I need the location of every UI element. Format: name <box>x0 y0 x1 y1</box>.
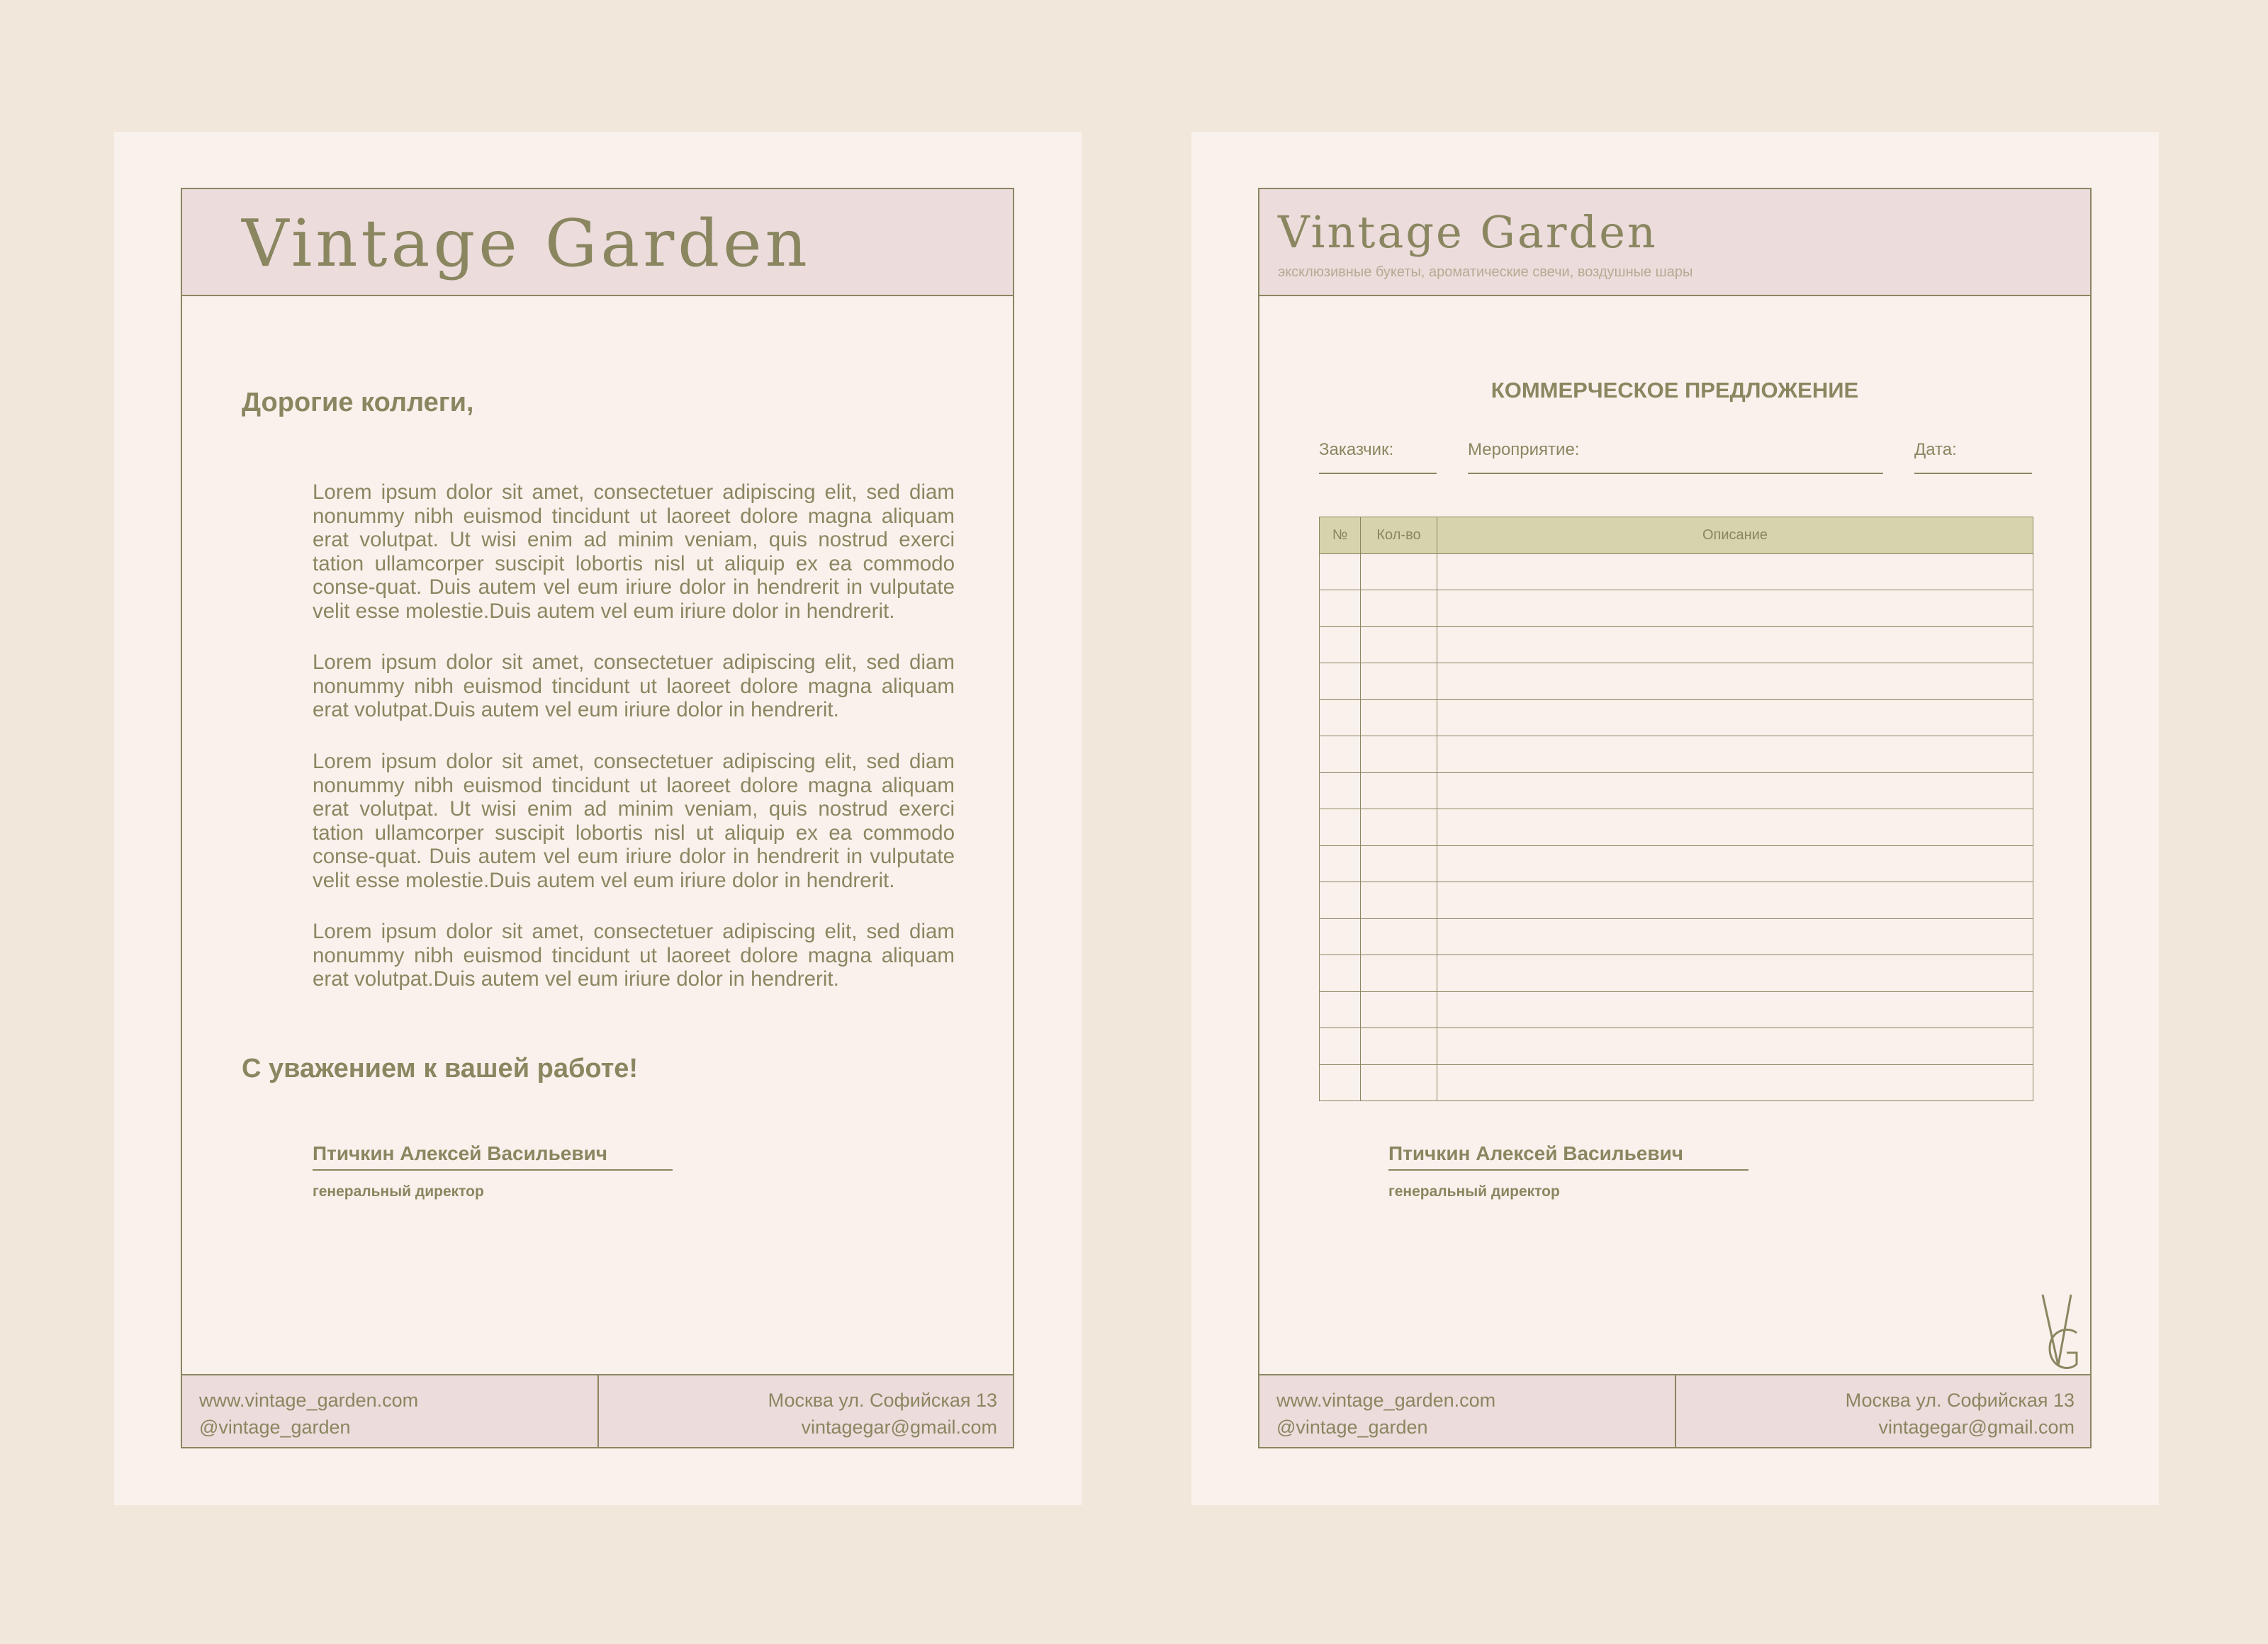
signer-name: Птичкин Алексей Васильевич <box>313 1142 673 1171</box>
letter-paragraph: Lorem ipsum dolor sit amet, consectetuer adipiscing elit, sed diam nonummy nibh euismod tincidunt ut laoreet dolore magna aliquam erat volutpat.Duis autem vel eum iriure dolor in hendrerit. <box>313 920 955 991</box>
table-row <box>1320 772 2033 809</box>
footer-divider <box>1675 1375 1676 1447</box>
cell-description <box>1437 736 2033 773</box>
column-header-number: № <box>1320 517 1361 554</box>
offer-footer <box>1259 1374 2090 1447</box>
table-row <box>1320 882 2033 919</box>
vg-monogram-logo <box>2040 1292 2082 1374</box>
cell-number <box>1320 991 1361 1028</box>
offer-table-body <box>1320 553 2033 1101</box>
offer-table <box>1319 517 2033 1101</box>
cell-quantity <box>1361 955 1437 992</box>
table-row <box>1320 736 2033 773</box>
footer-handle: @vintage_garden <box>1276 1417 1428 1438</box>
cell-number <box>1320 736 1361 773</box>
cell-quantity <box>1361 991 1437 1028</box>
cell-number <box>1320 809 1361 846</box>
letterhead-header <box>182 189 1013 296</box>
event-field: Мероприятие: <box>1468 440 1883 474</box>
brand-logo-text: Vintage Garden <box>242 206 811 281</box>
cell-quantity <box>1361 626 1437 663</box>
cell-description <box>1437 955 2033 992</box>
cell-quantity <box>1361 590 1437 627</box>
letter-paragraph: Lorem ipsum dolor sit amet, consectetuer adipiscing elit, sed diam nonummy nibh euismod tincidunt ut laoreet dolore magna aliquam erat volutpat.Duis autem vel eum iriure dolor in hendrerit. <box>313 651 955 721</box>
cell-quantity <box>1361 882 1437 919</box>
table-row <box>1320 845 2033 882</box>
cell-number <box>1320 845 1361 882</box>
brand-logo-text: Vintage Garden <box>1278 206 1658 258</box>
table-row <box>1320 991 2033 1028</box>
cell-description <box>1437 1028 2033 1065</box>
footer-handle: @vintage_garden <box>199 1417 351 1438</box>
cell-number <box>1320 626 1361 663</box>
letterhead-footer <box>182 1374 1013 1447</box>
letter-paragraph: Lorem ipsum dolor sit amet, consectetuer adipiscing elit, sed diam nonummy nibh euismod tincidunt ut laoreet dolore magna aliquam erat volutpat. Ut wisi enim ad minim veniam, quis nostrud exerci tation ullamcorper suscipit lobortis nisl ut aliquip ex ea commodo conse-quat. Duis autem vel eum iriure dolor in hendrerit in vulputate velit esse molestie.Duis autem vel eum iriure dolor in hendrerit. <box>313 750 955 892</box>
signer-role: генеральный директор <box>313 1183 484 1200</box>
column-header-quantity: Кол-во <box>1361 517 1437 554</box>
table-row <box>1320 955 2033 992</box>
cell-description <box>1437 991 2033 1028</box>
footer-email: vintagegar@gmail.com <box>801 1417 997 1438</box>
footer-right <box>768 1387 997 1441</box>
date-field: Дата: <box>1914 440 2032 474</box>
table-row <box>1320 553 2033 590</box>
cell-description <box>1437 663 2033 700</box>
footer-right <box>1846 1387 2075 1441</box>
letterhead-sheet <box>114 132 1082 1505</box>
cell-number <box>1320 1064 1361 1101</box>
table-header-row <box>1320 517 2033 554</box>
offer-sheet <box>1191 132 2159 1505</box>
cell-description <box>1437 699 2033 736</box>
cell-number <box>1320 699 1361 736</box>
cell-number <box>1320 663 1361 700</box>
cell-description <box>1437 772 2033 809</box>
cell-number <box>1320 882 1361 919</box>
table-row <box>1320 1064 2033 1101</box>
cell-number <box>1320 772 1361 809</box>
cell-quantity <box>1361 1028 1437 1065</box>
footer-divider <box>597 1375 599 1447</box>
cell-number <box>1320 918 1361 955</box>
cell-number <box>1320 553 1361 590</box>
footer-website: www.vintage_garden.com <box>1276 1390 1496 1411</box>
footer-website: www.vintage_garden.com <box>199 1390 419 1411</box>
table-row <box>1320 663 2033 700</box>
cell-quantity <box>1361 845 1437 882</box>
table-row <box>1320 1028 2033 1065</box>
cell-description <box>1437 809 2033 846</box>
signer-name: Птичкин Алексей Васильевич <box>1388 1142 1748 1171</box>
table-row <box>1320 809 2033 846</box>
cell-quantity <box>1361 663 1437 700</box>
footer-address: Москва ул. Софийская 13 <box>768 1390 997 1411</box>
letter-paragraph: Lorem ipsum dolor sit amet, consectetuer adipiscing elit, sed diam nonummy nibh euismod tincidunt ut laoreet dolore magna aliquam erat volutpat. Ut wisi enim ad minim veniam, quis nostrud exerci tation ullamcorper suscipit lobortis nisl ut aliquip ex ea commodo conse-quat. Duis autem vel eum iriure dolor in hendrerit in vulputate velit esse molestie.Duis autem vel eum iriure dolor in hendrerit. <box>313 480 955 623</box>
cell-description <box>1437 845 2033 882</box>
table-row <box>1320 590 2033 627</box>
table-row <box>1320 699 2033 736</box>
cell-quantity <box>1361 809 1437 846</box>
cell-description <box>1437 918 2033 955</box>
cell-description <box>1437 626 2033 663</box>
cell-number <box>1320 1028 1361 1065</box>
cell-quantity <box>1361 1064 1437 1101</box>
cell-description <box>1437 1064 2033 1101</box>
cell-number <box>1320 955 1361 992</box>
offer-frame <box>1258 188 2092 1448</box>
offer-header <box>1259 189 2090 296</box>
cell-description <box>1437 590 2033 627</box>
table-row <box>1320 918 2033 955</box>
cell-quantity <box>1361 918 1437 955</box>
letter-closing: С уважением к вашей работе! <box>242 1054 639 1083</box>
cell-quantity <box>1361 772 1437 809</box>
cell-quantity <box>1361 736 1437 773</box>
cell-quantity <box>1361 553 1437 590</box>
column-header-description: Описание <box>1437 517 2033 554</box>
table-row <box>1320 626 2033 663</box>
letter-greeting: Дорогие коллеги, <box>242 388 474 417</box>
customer-field: Заказчик: <box>1319 440 1437 474</box>
letterhead-frame <box>181 188 1014 1448</box>
footer-email: vintagegar@gmail.com <box>1878 1417 2075 1438</box>
signer-role: генеральный директор <box>1388 1183 1560 1200</box>
cell-description <box>1437 553 2033 590</box>
brand-tagline: эксклюзивные букеты, ароматические свечи, воздушные шары <box>1278 264 1693 280</box>
cell-description <box>1437 882 2033 919</box>
footer-left <box>1276 1387 1495 1441</box>
footer-address: Москва ул. Софийская 13 <box>1845 1390 2075 1411</box>
cell-quantity <box>1361 699 1437 736</box>
offer-title: КОММЕРЧЕСКОЕ ПРЕДЛОЖЕНИЕ <box>1491 378 1859 402</box>
cell-number <box>1320 590 1361 627</box>
footer-left <box>199 1387 418 1441</box>
